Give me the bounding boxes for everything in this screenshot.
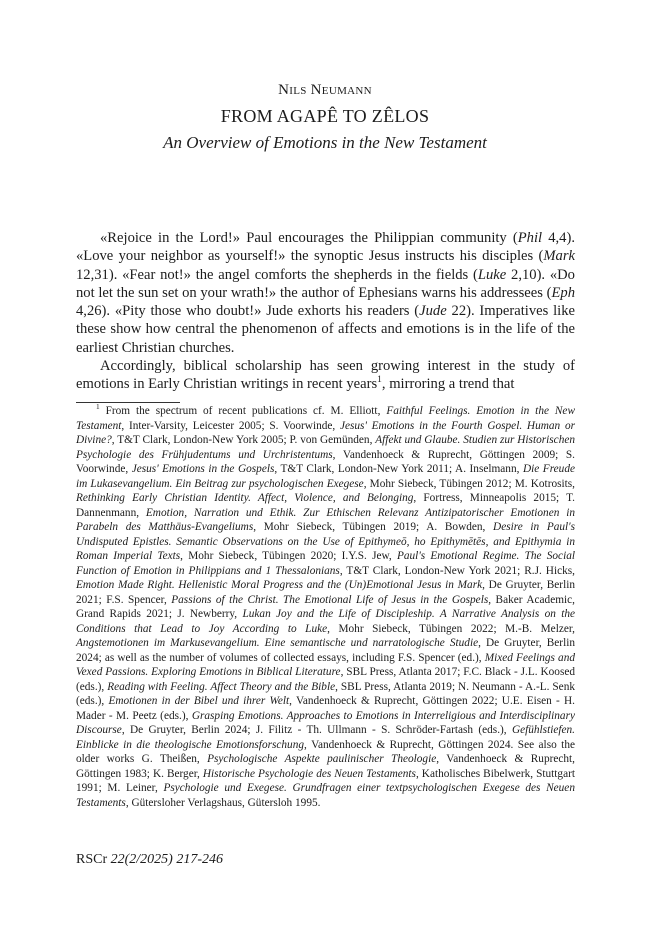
- italic-text: Desire in Paul's Undisputed Epistles. Semantic Observations on the Use of Epithymeō, ho Epithymētēs, and Epithymia in Roman Imperial Texts: [76, 521, 575, 562]
- text-run: , Mohr Siebeck, Tübingen 2012; M. Kotrosits,: [363, 477, 575, 490]
- article-title: FROM AGAPÊ TO ZÊLOS: [220, 106, 430, 126]
- footnote-text: [76, 404, 575, 810]
- article-subtitle: An Overview of Emotions in the New Testament: [163, 133, 487, 152]
- text-run: , De Gruyter, Berlin 2021; F.S. Spencer,: [76, 579, 575, 606]
- text-run: From the spectrum of recent publications cf. M. Elliott,: [99, 405, 387, 417]
- italic-text: Psychologische Aspekte paulinischer Theologie: [207, 753, 437, 765]
- footnote-marker: 1: [96, 402, 100, 412]
- text-run: , De Gruyter, Berlin 2024; as well as the number of volumes of collected essays, including F.S. Spencer (ed.),: [76, 637, 575, 664]
- italic-text: Jesus' Emotions in the Fourth Gospel. Human or Divine?: [76, 419, 575, 446]
- text-run: , Vandenhoeck & Ruprecht, Göttingen 2022; U.E. Eisen - H. Mader - M. Peetz (eds.),: [76, 695, 575, 722]
- text-run: , Baker Academic, Grand Rapids 2021; J. Newberry,: [76, 593, 575, 620]
- page-footer: [76, 852, 223, 868]
- italic-text: Paul's Emotional Regime. The Social Function of Emotion in Philippians and 1 Thessalonians: [76, 550, 575, 577]
- text-run: , Vandenhoeck & Ruprecht, Göttingen 2009; S. Voorwinde,: [76, 448, 575, 475]
- text-run: 2,10). «Do not let the sun set on your wrath!» the author of Ephesians warns his addressees (: [76, 266, 575, 301]
- italic-text: Angstemotionen im Markusevangelium. Eine semantische und narratologische Studie: [76, 637, 479, 649]
- text-run: , SBL Press, Atlanta 2017; F.C. Black - J.L. Koosed (eds.),: [76, 666, 575, 693]
- italic-text: Lukan Joy and the Life of Discipleship. A Narrative Analysis on the Conditions that Lead to Joy According to Luke: [76, 608, 575, 635]
- italic-text: Reading with Feeling. Affect Theory and the Bible: [107, 680, 336, 693]
- body-paragraph-2: [76, 357, 575, 394]
- italic-text: Luke: [477, 266, 507, 283]
- body-paragraph-1: [76, 229, 575, 357]
- italic-text: Historische Psychologie des Neuen Testaments: [202, 767, 416, 780]
- text-run: 12,31). «Fear not!» the angel comforts the shepherds in the fields (: [76, 266, 478, 283]
- text-run: , Mohr Siebeck, Tübingen 2019; A. Bowden,: [253, 521, 494, 533]
- text-run: Accordingly, biblical scholarship has seen growing interest in the study of emotions in Early Christian writings in recent years: [76, 358, 575, 393]
- text-run: , Mohr Siebeck, Tübingen 2020; I.Y.S. Jew,: [180, 550, 397, 562]
- italic-text: Affekt und Glaube. Studien zur Historischen Psychologie des Frühjudentums und Urchristentums: [76, 434, 575, 461]
- text-run: , De Gruyter, Berlin 2024; J. Filitz - Th. Ullmann - S. Schröder-Fartash (eds.),: [121, 724, 512, 736]
- italic-text: Jesus' Emotions in the Gospels: [131, 463, 275, 475]
- italic-text: Faithful Feelings. Emotion in the New Testament: [76, 405, 575, 432]
- italic-text: Mark: [543, 248, 575, 265]
- text-run: «Rejoice in the Lord!» Paul encourages the Philippian community (: [100, 230, 518, 246]
- footnote-ref: 1: [377, 375, 382, 386]
- italic-text: Passions of the Christ. The Emotional Life of Jesus in the Gospels: [171, 593, 489, 606]
- italic-text: Die Freude im Lukasevangelium. Ein Beitrag zur psychologischen Exegese: [76, 463, 575, 490]
- italic-text: Grasping Emotions. Approaches to Emotions in Interreligious and Interdisciplinary Discourse: [76, 709, 575, 736]
- text-run: , mirroring a trend that: [381, 376, 515, 393]
- italic-text: Gefühlstiefen. Einblicke in die theologische Emotionsforschung: [76, 724, 575, 751]
- footnote-separator: [76, 402, 180, 403]
- text-run: , Gütersloher Verlagshaus, Gütersloh 1995.: [125, 796, 321, 809]
- italic-text: Jude: [419, 303, 447, 320]
- italic-text: Emotion Made Right. Hellenistic Moral Progress and the (Un)Emotional Jesus in Mark: [76, 579, 483, 591]
- text-run: , Mohr Siebeck, Tübingen 2022; M.-B. Melzer,: [327, 622, 575, 635]
- author-name: Nils Neumann: [278, 82, 372, 98]
- italic-text: Rethinking Early Christian Identity. Affect, Violence, and Belonging: [76, 492, 414, 504]
- text-run: , Inter-Varsity, Leicester 2005; S. Voorwinde,: [121, 419, 340, 432]
- text-run: , SBL Press, Atlanta 2019; N. Neumann - A.-L. Senk (eds.),: [76, 680, 575, 707]
- text-run: 22). Imperatives like these show how central the phenomenon of affects and emotions is in the life of the earliest Christian churches.: [76, 303, 575, 356]
- body-text: [76, 229, 575, 394]
- italic-text: Psychologie und Exegese. Grundfragen einer textpsychologischen Exegese des Neuen Testaments: [76, 782, 575, 809]
- italic-text: Emotion, Narration und Ethik. Zur Ethischen Relevanz Antizipatorischer Emotionen in Parabeln des Matthäus-Evangeliums: [76, 506, 575, 533]
- italic-text: Phil: [517, 230, 543, 246]
- text-run: 4,4). «Love your neighbor as yourself!» the synoptic Jesus instructs his disciples (: [76, 230, 575, 265]
- text-run: , Vandenhoeck & Ruprecht, Göttingen 1983; K. Berger,: [76, 753, 576, 780]
- text-run: , Katholisches Bibelwerk, Stuttgart 1991; M. Leiner,: [76, 767, 575, 794]
- italic-text: Eph: [551, 284, 575, 301]
- journal-volume: 22(2/2025) 217-246: [110, 852, 224, 867]
- text-run: , Fortress, Minneapolis 2015; T. Dannenmann,: [76, 492, 575, 519]
- footnote-1: [76, 404, 575, 810]
- text-run: , T&T Clark, London-New York 2011; A. Inselmann,: [274, 463, 523, 475]
- text-run: , Vandenhoeck & Ruprecht, Göttingen 2024. See also the older works G. Theißen,: [76, 738, 575, 765]
- text-run: 4,26). «Pity those who doubt!» Jude exhorts his readers (: [76, 303, 420, 320]
- italic-text: Mixed Feelings and Vexed Passions. Exploring Emotions in Biblical Literature: [76, 651, 576, 678]
- text-run: , T&T Clark, London-New York 2005; P. von Gemünden,: [111, 434, 376, 446]
- italic-text: Emotionen in der Bibel und ihrer Welt: [108, 695, 290, 707]
- journal-abbrev: RSCr: [76, 852, 108, 867]
- text-run: , T&T Clark, London-New York 2021; R.J. Hicks,: [339, 564, 575, 577]
